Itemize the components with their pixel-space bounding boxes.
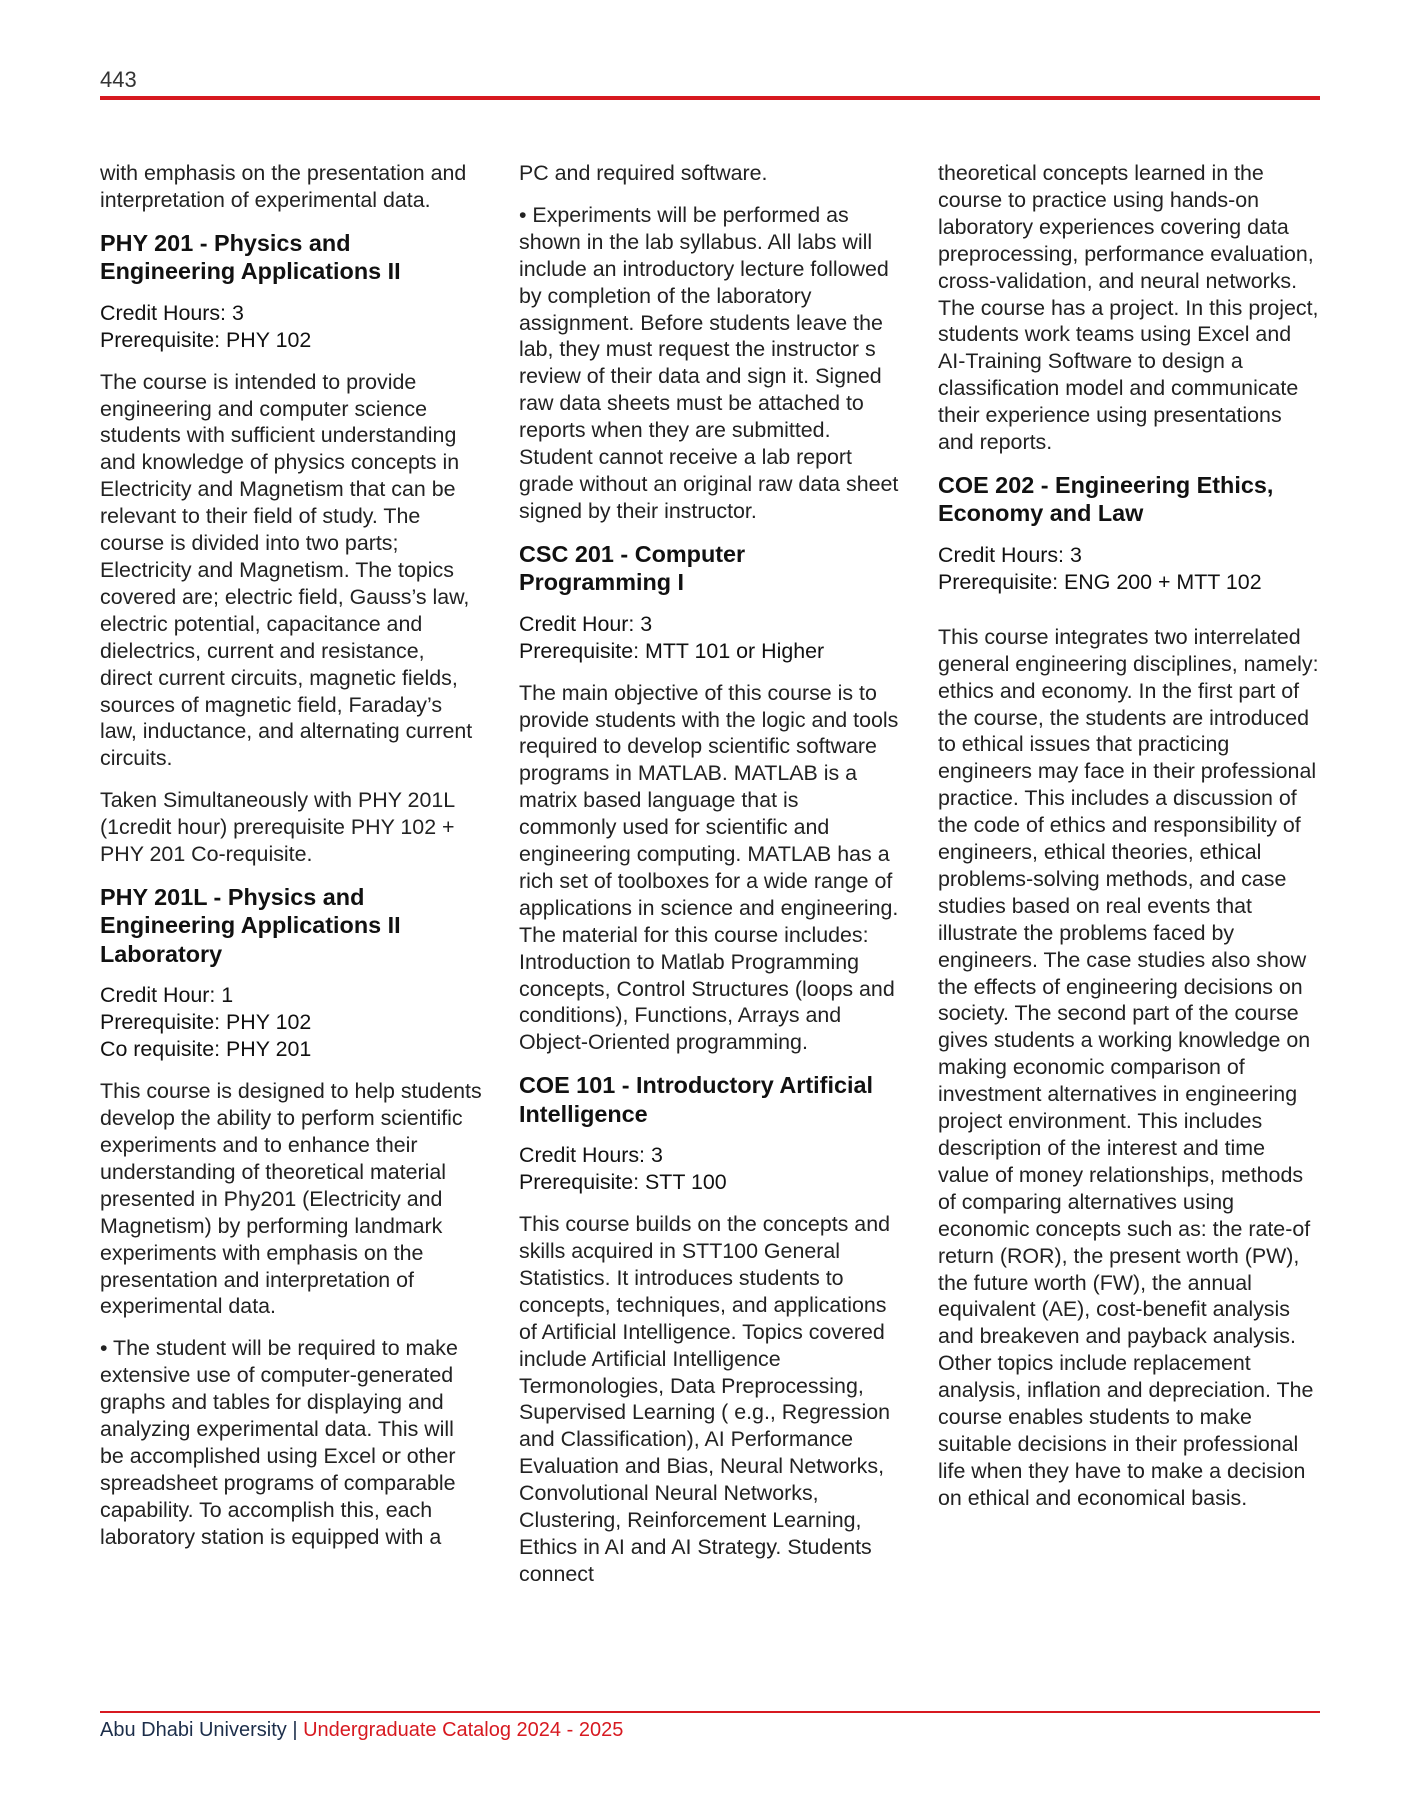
corequisite: Co requisite: PHY 201: [100, 1037, 312, 1062]
course-description-coe101: This course builds on the concepts and skills acquired in STT100 General Statistics. It introduces students to concepts, techniques, and applications of Artificial Intelligence. Topics covered include Artificial Intelligence Termonologies, Data Preprocessing, Supervised Learning ( e.g., Regression and Classification), AI Performance Evaluation and Bias, Neural Networks, Convolutional Neural Networks, Clustering, Reinforcement Learning, Ethics in AI and AI Strategy. Students connect: [519, 1212, 890, 1586]
course-description-phy201l: This course is designed to help students develop the ability to perform scientific experiments and to enhance their understanding of theoretical material presented in Phy201 (Electricity and Magnetism) by performing landmark experiments with emphasis on the presentation and interpretation of experimental data.: [100, 1079, 482, 1319]
prerequisite: Prerequisite: MTT 101 or Higher: [519, 638, 825, 663]
footer-org: Abu Dhabi University: [100, 1719, 287, 1741]
course-title-phy201l: PHY 201L - Physics and Engineering Applications II Laboratory: [100, 883, 401, 967]
footer-catalog: Undergraduate Catalog 2024 - 2025: [303, 1719, 624, 1741]
course-meta-phy201: [100, 300, 482, 354]
course-meta-coe202: [938, 542, 1320, 596]
course-description-coe202: This course integrates two interrelated general engineering disciplines, namely: ethics and economy. In the first part of the course, the students are introduced to ethical issues that practicing engineers may face in their professional practice. This includes a discussion of the code of ethics and responsibility of engineers, ethical theories, ethical problems-solving methods, and case studies based on real events that illustrate the problems faced by engineers. The case studies also show the effects of engineering decisions on society. The second part of the course gives students a working knowledge on making economic comparison of investment alternatives in engineering project environment. This includes description of the interest and time value of money relationships, methods of comparing alternatives using economic concepts such as: the rate-of return (ROR), the present worth (PW), the future worth (FW), the annual equivalent (AE), cost-benefit analysis and breakeven and payback analysis. Other topics include replacement analysis, inflation and depreciation. The course enables students to make suitable decisions in their professional life when they have to make a decision on ethical and economical basis.: [938, 624, 1319, 1510]
course-description-csc201: The main objective of this course is to provide students with the logic and tools required to develop scientific software programs in MATLAB. MATLAB is a matrix based language that is commonly used for scientific and engineering computing. MATLAB has a rich set of toolboxes for a wide range of applications in science and engineering. The material for this course includes: Introduction to Matlab Programming concepts, Control Structures (loops and conditions), Functions, Arrays and Object-Oriented programming.: [519, 680, 899, 1055]
footer-divider: [100, 1711, 1320, 1713]
prerequisite: Prerequisite: STT 100: [519, 1170, 727, 1195]
course-note-phy201: Taken Simultaneously with PHY 201L (1credit hour) prerequisite PHY 102 + PHY 201 Co-requisite.: [100, 788, 455, 867]
column-3: [938, 160, 1320, 1527]
course-title-coe101: COE 101 - Introductory Artificial Intelligence: [519, 1072, 873, 1127]
course-meta-coe101: [519, 1142, 901, 1196]
bullet-paragraph: • The student will be required to make extensive use of computer-generated graphs and tables for displaying and analyzing experimental data. This will be accomplished using Excel or other spreadsheet programs of comparable capability. To accomplish this, each laboratory station is equipped with a: [100, 1336, 458, 1549]
column-1: [100, 160, 482, 1566]
page-number: 443: [100, 67, 137, 92]
credit-hours: Credit Hours: 3: [100, 300, 244, 325]
course-description-phy201: The course is intended to provide engineering and computer science students with sufficient understanding and knowledge of physics concepts in Electricity and Magnetism that can be relevant to their field of study. The course is divided into two parts; Electricity and Magnetism. The topics covered are; electric field, Gauss’s law, electric potential, capacitance and dielectrics, current and resistance, direct current circuits, magnetic fields, sources of magnetic field, Faraday’s law, inductance, and alternating current circuits.: [100, 369, 473, 771]
continued-paragraph: PC and required software.: [519, 161, 768, 185]
course-title-phy201: PHY 201 - Physics and Engineering Applications II: [100, 229, 401, 285]
column-2: [519, 160, 901, 1603]
footer-separator: |: [292, 1719, 298, 1741]
credit-hours: Credit Hour: 3: [519, 611, 653, 636]
header-divider: [100, 96, 1320, 100]
credit-hours: Credit Hours: 3: [938, 542, 1082, 567]
bullet-paragraph: • Experiments will be performed as shown in the lab syllabus. All labs will include an introductory lecture followed by completion of the laboratory assignment. Before students leave the lab, they must request the instructor s review of their data and sign it. Signed raw data sheets must be attached to reports when they are submitted. Student cannot receive a lab report grade without an original raw data sheet signed by their instructor.: [519, 202, 899, 523]
credit-hours: Credit Hours: 3: [519, 1143, 663, 1168]
prerequisite: Prerequisite: PHY 102: [100, 327, 312, 352]
continued-paragraph: with emphasis on the presentation and interpretation of experimental data.: [100, 161, 467, 212]
course-title-coe202: COE 202 - Engineering Ethics, Economy and Law: [938, 471, 1274, 527]
course-title-csc201: CSC 201 - Computer Programming I: [519, 540, 746, 596]
footer: [100, 1717, 623, 1743]
credit-hours: Credit Hour: 1: [100, 983, 234, 1008]
course-meta-phy201l: [100, 982, 482, 1063]
continued-paragraph: theoretical concepts learned in the course to practice using hands-on laboratory experiences covering data preprocessing, performance evaluation, cross-validation, and neural networks. The course has a project. In this project, students work teams using Excel and AI-Training Software to design a classification model and communicate their experience using presentations and reports.: [938, 161, 1319, 455]
prerequisite: Prerequisite: ENG 200 + MTT 102: [938, 569, 1262, 594]
prerequisite: Prerequisite: PHY 102: [100, 1010, 312, 1035]
course-meta-csc201: [519, 611, 901, 665]
